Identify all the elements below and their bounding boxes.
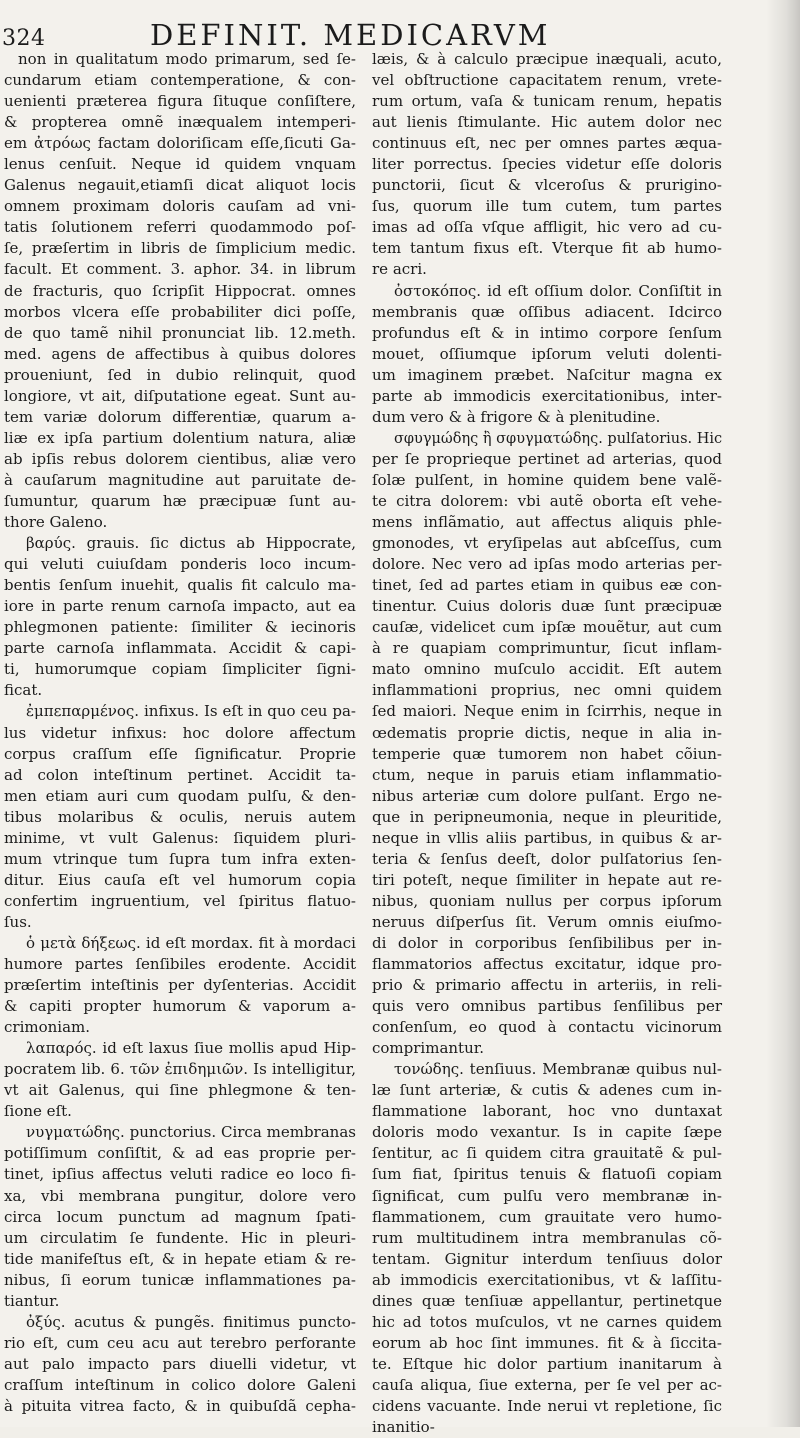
- text-line: teria & ſenſus deeſt, dolor pulſatorius ſen-: [372, 849, 722, 868]
- text-line: pocratem lib. 6. τῶν ἐπιδημιῶν. Is intelligitur,: [4, 1060, 356, 1079]
- text-line: mens inflãmatio, aut affectus aliquis phle-: [372, 513, 722, 532]
- text-line: ſolæ pulſent, in homine quidem bene valẽ-: [372, 470, 722, 489]
- text-line: tiantur.: [4, 1291, 60, 1310]
- text-line: ſed maiori. Neque enim in ſcirrhis, neque in: [372, 702, 722, 721]
- text-line: parte ab immodicis exercitationibus, inter-: [372, 386, 723, 405]
- text-line: proueniunt, ſed in dubio relinquit, quod: [4, 365, 356, 384]
- text-line: Galenus negauit,etiamſi dicat aliquot locis: [4, 176, 356, 195]
- text-line: lus videtur infixus: hoc dolore affectum: [4, 723, 356, 742]
- text-line: gmonodes, vt eryſipelas aut abſceſſus, cum: [372, 534, 722, 553]
- text-line: flammationem, cum grauitate vero humo-: [372, 1207, 723, 1226]
- text-line: longiore, vt ait, diſputatione egeat. Sunt au-: [4, 386, 356, 405]
- text-line: cauſæ, videlicet cum ipſæ mouẽtur, aut cum: [372, 618, 722, 637]
- text-line: liter porrectus. ſpecies videtur eſſe doloris: [372, 155, 722, 174]
- text-line: læ ſunt arteriæ, & cutis & adenes cum in-: [372, 1081, 722, 1100]
- entry-first-line: ὀστοκόπος. id eſt oſſium dolor. Conſiſtit in: [394, 281, 722, 300]
- text-line: tinet, ipſius affectus veluti radice eo loco fi-: [4, 1165, 356, 1184]
- text-line: nibus, quoniam nullus per corpus ipſorum: [372, 891, 723, 910]
- text-line: liæ ex ipſa partium dolentium natura, aliæ: [4, 428, 357, 447]
- text-line: med. agens de affectibus à quibus dolores: [4, 344, 356, 363]
- text-line: facult. Et comment. 3. aphor. 34. in librum: [4, 260, 356, 279]
- text-line: ſumuntur, quarum hæ præcipuæ ſunt au-: [4, 491, 357, 510]
- text-line: hic ad totos muſculos, vt ne carnes quidem: [372, 1312, 722, 1331]
- text-line: præſertim inteſtinis per dyſenterias. Accidit: [4, 976, 357, 995]
- text-line: parte carnoſa inflammata. Accidit & capi-: [4, 639, 357, 658]
- text-line: confertim ingruentium, vel ſpiritus flatuo-: [4, 891, 356, 910]
- text-line: non in qualitatum modo primarum, sed ſe-: [18, 50, 357, 68]
- text-line: mouet, oſſiumque ipſorum veluti dolenti-: [372, 344, 722, 363]
- text-line: dum vero & à frigore & à plenitudine.: [372, 407, 661, 426]
- text-line: œdematis proprie dictis, neque in alia in-: [372, 723, 722, 742]
- text-line: di dolor in corporibus ſenſibilibus per in-: [372, 933, 722, 952]
- text-line: ſus.: [4, 912, 32, 931]
- text-line: te citra dolorem: vbi autẽ oborta eſt vehe-: [372, 491, 723, 510]
- text-line: vt ait Galenus, qui ſine phlegmone & ten-: [4, 1081, 357, 1100]
- page-number: 324: [2, 26, 46, 51]
- text-line: bentis ſenſum inuehit, qualis fit calculo ma-: [4, 576, 357, 595]
- text-line: minime, vt vult Galenus: ſiquidem pluri-: [4, 828, 356, 847]
- text-line: imas ad oſſa vſque affligit, hic vero ad cu-: [372, 218, 722, 237]
- text-line: neque in vllis aliis partibus, in quibus & ar-: [372, 828, 722, 847]
- text-line: ctum, neque in paruis etiam inflammatio-: [372, 765, 722, 784]
- text-line: iore in parte renum carnoſa impacto, aut ea: [4, 597, 356, 616]
- text-line: rum multitudinem intra membranulas cõ-: [372, 1228, 722, 1247]
- entry-first-line: τονώδης. tenſiuus. Membranæ quibus nul-: [394, 1060, 722, 1079]
- text-line: ab ipſis rebus dolorem cientibus, aliæ vero: [4, 449, 356, 468]
- text-line: ſentitur, ac ſi quidem citra grauitatẽ & pul-: [372, 1144, 722, 1163]
- text-line: tinentur. Cuius doloris duæ ſunt præcipuæ: [372, 597, 723, 616]
- text-line: ditur. Eius cauſa eſt vel humorum copia: [4, 870, 357, 889]
- text-line: ad colon inteſtinum pertinet. Accidit ta-: [4, 765, 356, 784]
- entry-first-line: ἐμπεπαρμένος. infixus. Is eſt in quo ceu pa-: [26, 702, 356, 721]
- text-line: doloris modo vexantur. Is in capite ſæpe: [372, 1123, 722, 1142]
- text-line: aut palo impacto pars diuelli videtur, vt: [4, 1354, 356, 1373]
- text-line: men etiam auri cum quodam pulſu, & den-: [4, 786, 357, 805]
- text-line: aut lienis ſtimulante. Hic autem dolor nec: [372, 113, 723, 132]
- text-line: potiſſimum conſiſtit, & ad eas proprie per-: [4, 1144, 356, 1163]
- text-line: tinet, ſed ad partes etiam in quibus eæ con-: [372, 576, 722, 595]
- page-header: [0, 4, 800, 52]
- text-line: neruus diſperſus ſit. Verum omnis eiuſmo-: [372, 912, 722, 931]
- text-line: conſenſum, eo quod à contactu vicinorum: [372, 1018, 722, 1037]
- text-line: inanitio-: [372, 1418, 435, 1437]
- text-line: morbos vlcera eſſe probabiliter dici poſſe,: [4, 302, 357, 321]
- text-line: re acri.: [372, 260, 427, 279]
- text-line: ſione eſt.: [4, 1102, 72, 1121]
- entry-first-line: βαρύς. grauis. ſic dictus ab Hippocrate,: [26, 534, 357, 553]
- text-line: ti, humorumque copiam ſimpliciter ſigni-: [4, 660, 356, 679]
- text-line: um circulatim ſe fundente. Hic in pleuri-: [4, 1228, 356, 1247]
- text-line: ſignificat, cum pulſu vero membranæ in-: [372, 1186, 722, 1205]
- text-line: dolore. Nec vero ad ipſas modo arterias per-: [372, 555, 723, 574]
- text-line: & propterea omnẽ inæqualem intemperi-: [4, 113, 356, 132]
- text-line: uenienti præterea figura ſituque conſiſtere,: [4, 92, 356, 111]
- text-line: prio & primario affectu in arteriis, in reli-: [372, 976, 723, 995]
- right-text-column: [372, 49, 722, 1438]
- text-line: cidens vacuante. Inde nerui vt repletione, ſic: [372, 1397, 723, 1415]
- text-line: mato omnino muſculo accidit. Eſt autem: [372, 660, 722, 679]
- entry-first-line: λαπαρός. id eſt laxus ſiue mollis apud Hip-: [26, 1039, 357, 1058]
- text-line: tiri poteſt, neque ſimiliter in hepate aut re-: [372, 870, 722, 889]
- text-line: tatis ſolutionem referri quodammodo poſ-: [4, 218, 356, 237]
- text-line: mum vtrinque tum ſupra tum infra exten-: [4, 849, 356, 868]
- text-line: nibus, ſi eorum tunicæ inflammationes pa-: [4, 1270, 356, 1289]
- text-line: punctorii, ſicut & vlceroſus & prurigino-: [372, 176, 722, 195]
- text-line: à re quapiam comprimuntur, ſicut inflam-: [372, 639, 722, 658]
- text-line: inflammationi proprius, nec omni quidem: [372, 681, 722, 700]
- text-line: corpus craſſum eſſe ſignificatur. Proprie: [4, 744, 356, 763]
- text-line: ſum fiat, ſpiritus tenuis & flatuoſi copiam: [372, 1165, 722, 1184]
- text-line: de fracturis, quo ſcripſit Hippocrat. omnes: [4, 281, 356, 300]
- text-line: læis, & à calculo præcipue inæquali, acuto,: [372, 50, 722, 68]
- text-line: xa, vbi membrana pungitur, dolore vero: [4, 1186, 356, 1205]
- text-line: rio eſt, cum ceu acu aut terebro perforante: [4, 1333, 356, 1352]
- entry-first-line: ὀξύς. acutus & pungẽs. finitimus puncto-: [26, 1312, 357, 1331]
- running-head: DEFINIT. MEDICARVM: [150, 18, 551, 52]
- text-line: rum ortum, vaſa & tunicam renum, hepatis: [372, 92, 722, 111]
- text-line: à cauſarum magnitudine aut paruitate de-: [4, 470, 357, 489]
- text-line: tem tantum fixus eſt. Vterque fit ab humo-: [372, 239, 722, 258]
- text-line: de quo tamẽ nihil pronunciat lib. 12.meth.: [4, 323, 356, 342]
- text-line: circa locum punctum ad magnum ſpati-: [4, 1207, 357, 1226]
- text-line: em ἀτρόως factam doloriſicam eſſe,ſicuti Ga-: [4, 134, 356, 153]
- entry-first-line: ὁ μετὰ δήξεως. id eſt mordax. fit à mordaci: [26, 933, 356, 952]
- text-line: tem variæ dolorum differentiæ, quarum a-: [4, 407, 356, 426]
- text-line: à pituita vitrea facto, & in quibuſdã cepha-: [4, 1397, 356, 1415]
- entry-first-line: σφυγμώδης ἢ σφυγματώδης. pulſatorius. Hic: [394, 428, 723, 447]
- text-line: omnem proximam doloris cauſam ad vni-: [4, 197, 357, 216]
- text-line: profundus eſt & in intimo corpore ſenſum: [372, 323, 722, 342]
- text-line: phlegmonen patiente: ſimiliter & iecinoris: [4, 618, 356, 637]
- page-edge-shadow: [766, 0, 800, 1427]
- text-line: te. Eſtque hic dolor partium inanitarum à: [372, 1354, 722, 1373]
- text-line: cundarum etiam contemperatione, & con-: [4, 71, 356, 90]
- text-line: comprimantur.: [372, 1039, 485, 1058]
- text-line: thore Galeno.: [4, 513, 108, 532]
- text-line: ſe, præſertim in libris de ſimplicium medic.: [4, 239, 356, 258]
- text-line: tide manifeſtus eſt, & in hepate etiam & re-: [4, 1249, 356, 1268]
- text-line: flammatione laborant, hoc vno duntaxat: [372, 1102, 722, 1121]
- text-line: crimoniam.: [4, 1018, 91, 1037]
- text-line: ab immodicis exercitationibus, vt & laſſitu-: [372, 1270, 723, 1289]
- text-line: per ſe proprieque pertinet ad arterias, quod: [372, 449, 723, 468]
- text-line: que in peripneumonia, neque in pleuritide,: [372, 807, 722, 826]
- text-line: dines quæ tenſiuæ appellantur, pertinetque: [372, 1291, 723, 1310]
- left-text-column: [4, 49, 356, 1417]
- text-line: humore partes ſenſibiles erodente. Accidit: [4, 955, 356, 974]
- text-line: tentam. Gignitur interdum tenſiuus dolor: [372, 1249, 723, 1268]
- text-line: cauſa aliqua, ſiue externa, per ſe vel per ac-: [372, 1375, 722, 1394]
- entry-first-line: νυγματώδης. punctorius. Circa membranas: [26, 1123, 356, 1142]
- text-line: quis vero omnibus partibus ſenſilibus per: [372, 997, 723, 1016]
- text-line: temperie quæ tumorem non habet cõiun-: [372, 744, 722, 763]
- text-line: flammatorios affectus excitatur, idque pro-: [372, 955, 723, 974]
- text-line: ficat.: [4, 681, 43, 700]
- text-line: lenus cenſuit. Neque id quidem vnquam: [4, 155, 356, 174]
- text-line: & capiti propter humorum & vaporum a-: [4, 997, 356, 1016]
- text-line: eorum ab hoc ſint immunes. fit & à ſiccita-: [372, 1333, 722, 1352]
- text-line: nibus arteriæ cum dolore pulſant. Ergo ne-: [372, 786, 723, 805]
- text-line: vel obſtructione capacitatem renum, vrete-: [372, 71, 722, 90]
- text-line: tibus molaribus & oculis, neruis autem: [4, 807, 356, 826]
- text-line: continuus eſt, nec per omnes partes æqua-: [372, 134, 723, 153]
- text-line: um imaginem præbet. Naſcitur magna ex: [372, 365, 722, 384]
- text-line: membranis quæ oſſibus adiacent. Idcirco: [372, 302, 722, 321]
- text-line: ſus, quorum ille tum cutem, tum partes: [372, 197, 723, 216]
- text-line: qui veluti cuiuſdam ponderis loco incum-: [4, 555, 356, 574]
- text-line: craſſum inteſtinum in colico dolore Galeni: [4, 1375, 357, 1394]
